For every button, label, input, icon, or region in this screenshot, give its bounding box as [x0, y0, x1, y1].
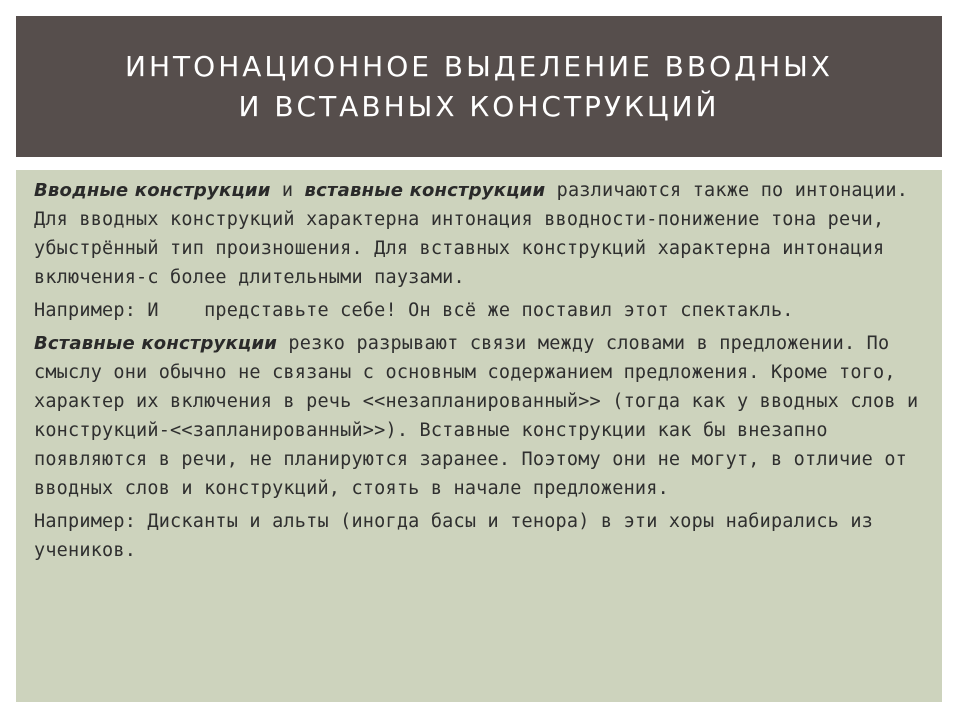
term-introductory-constructions: Вводные конструкции [34, 180, 271, 201]
term-inserted-constructions-2: Вставные конструкции [34, 333, 278, 354]
example-text: Например: И представьте себе! Он всё же поставил этот спектакль. [34, 300, 794, 321]
example-text: Например: Дисканты и альты (иногда басы и тенора) в эти хоры набирались из учеников. [34, 511, 874, 561]
content-panel [16, 170, 942, 702]
slide-title: ИНТОНАЦИОННОЕ ВЫДЕЛЕНИЕ ВВОДНЫХ И ВСТАВНЫХ КОНСТРУКЦИЙ [125, 49, 833, 123]
connector-text: и [270, 180, 305, 201]
example-two [34, 507, 924, 565]
paragraph-inserted [34, 329, 924, 503]
title-bar [16, 16, 942, 157]
paragraph-intonation [34, 176, 924, 292]
term-inserted-constructions: вставные конструкции [304, 180, 546, 201]
example-one [34, 296, 924, 325]
paragraph-text: различаются также по интонации. Для вводных конструкций характерна интонация вводности-понижение тона речи, убыстрённый тип произношения. Для вставных конструкций характерна интонация включения-с более длительными паузами. [34, 180, 909, 288]
paragraph-text: резко разрывают связи между словами в предложении. По смыслу они обычно не связаны с основным содержанием предложения. Кроме того, характер их включения в речь <<незапланированный>> (тогда как у вводных слов и конструкций-<<запланированный>>). Вставные конструкции как бы внезапно появляются в речи, не планируются заранее. Поэтому они не могут, в отличие от вводных слов и конструкций, стоять в начале предложения. [34, 333, 919, 499]
